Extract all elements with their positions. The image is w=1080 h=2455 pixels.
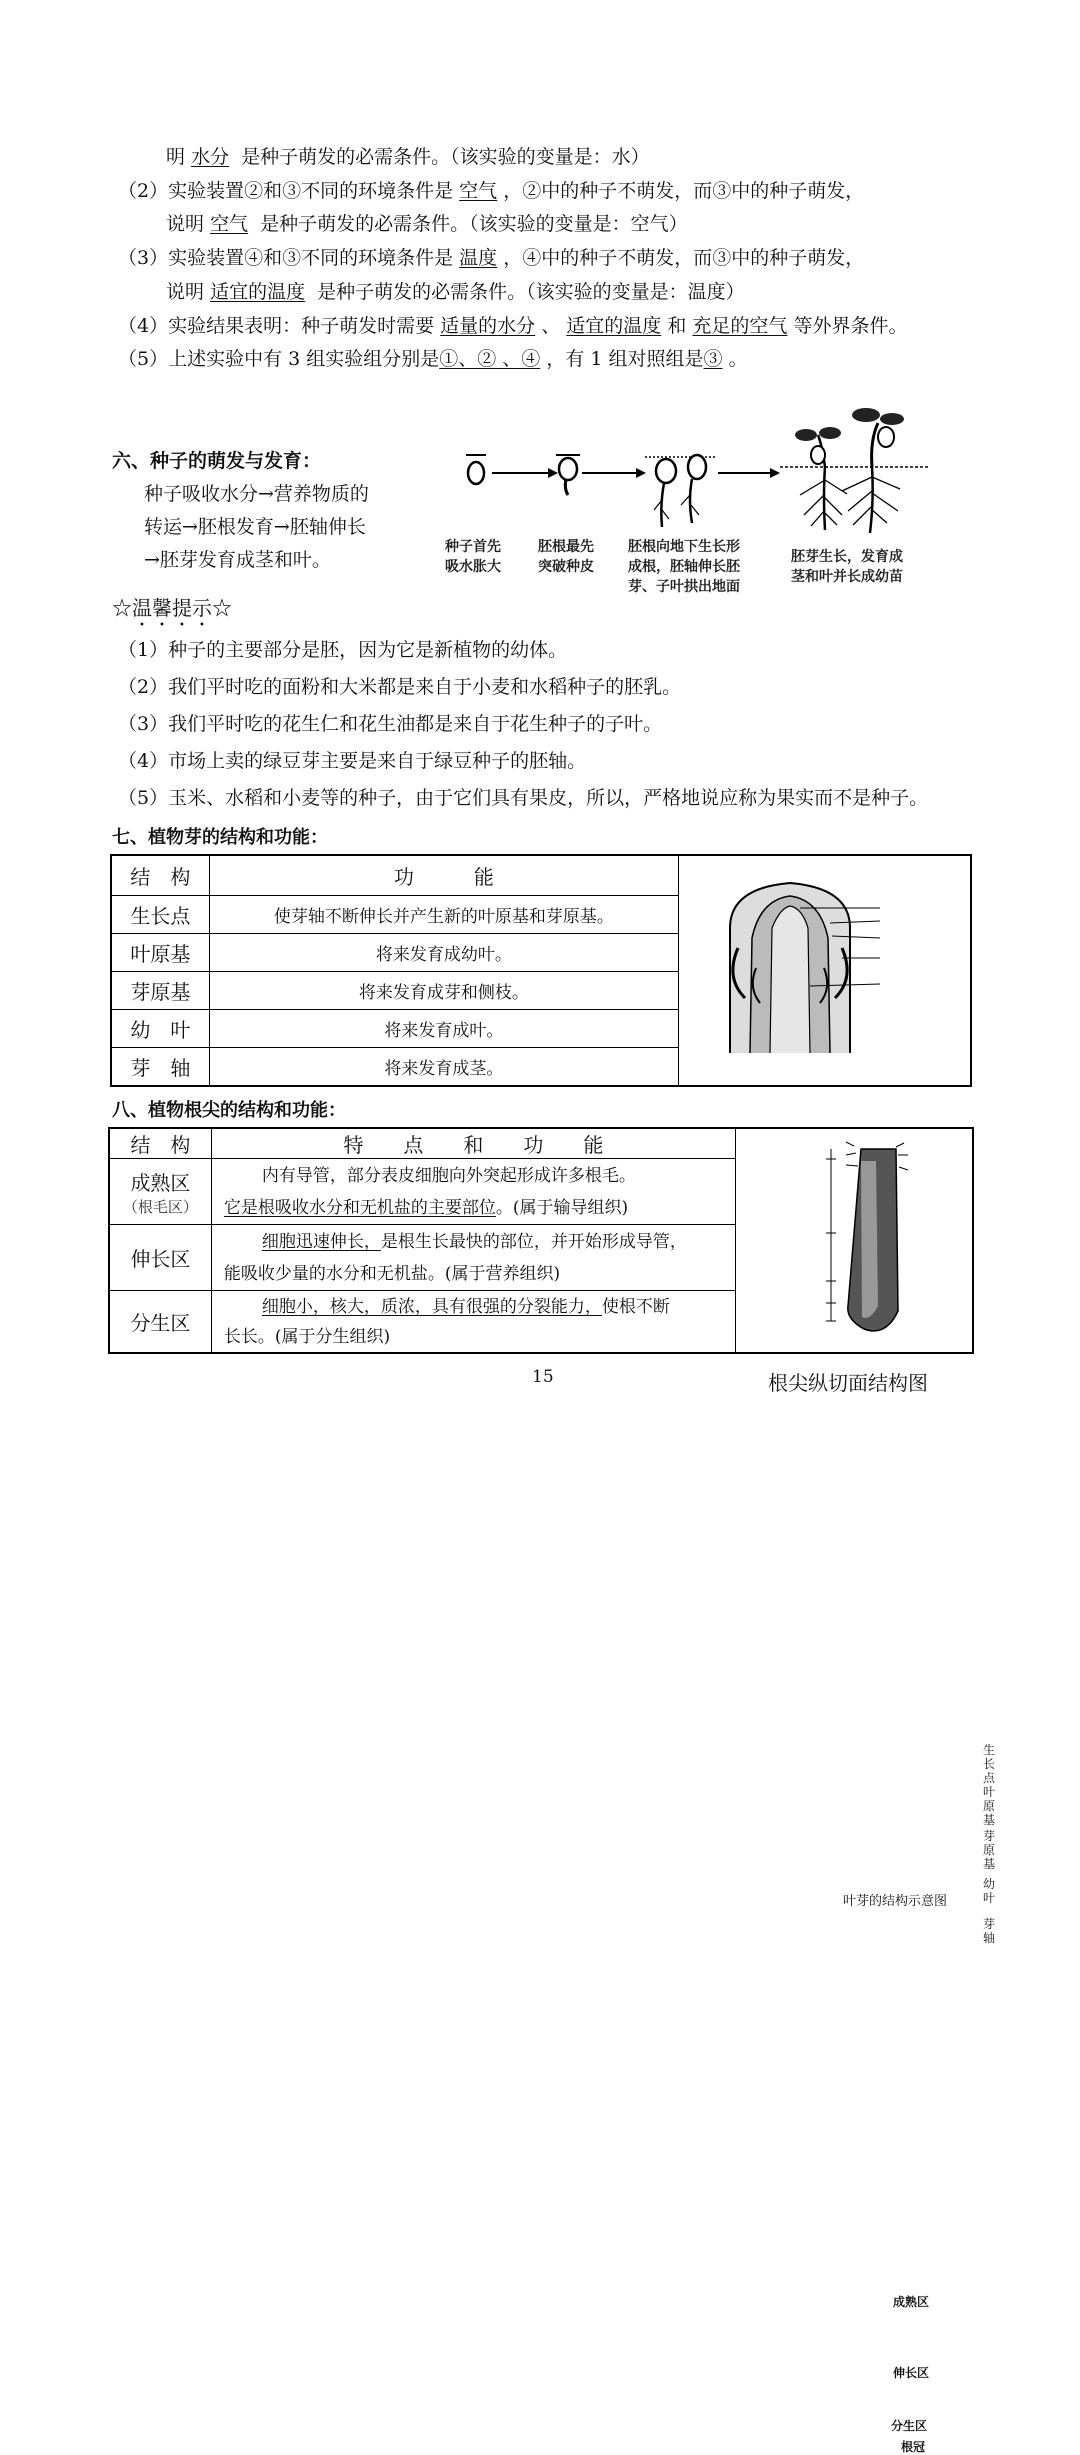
table-header: 特 点 和 功 能	[211, 1128, 735, 1159]
section6-body-3: →胚芽发育成茎和叶。	[144, 549, 331, 571]
tip-item: （1）种子的主要部分是胚，因为它是新植物的幼体。	[118, 639, 568, 661]
table-cell: 细胞小，核大，质浓，具有很强的分裂能力，使根不断 长长。(属于分生组织)	[211, 1291, 735, 1353]
table-cell: 细胞迅速伸长，是根生长最快的部位，并开始形成导管， 能吸收少量的水分和无机盐。(属于营养组织)	[211, 1225, 735, 1291]
seed-stage-2-icon	[556, 455, 580, 495]
section6-body-2: 转运→胚根发育→胚轴伸长	[144, 516, 366, 538]
section8-title: 八、植物根尖的结构和功能：	[112, 1100, 346, 1121]
table-cell: 幼 叶	[111, 1010, 209, 1048]
table-cell: 生长点	[111, 895, 209, 933]
table-cell: 芽 轴	[111, 1048, 209, 1086]
seedling-stage-4-icon	[780, 408, 930, 533]
experiment-line-1: 明 水分 是种子萌发的必需条件。（该实验的变量是：水）	[166, 146, 650, 168]
section6-title: 六、种子的萌发与发育：	[112, 450, 322, 472]
fig-caption-3: 胚根向地下生长形 成根，胚轴伸长胚 芽、子叶拱出地面	[628, 539, 740, 595]
root-label-elongation: 伸长区	[893, 2366, 930, 2380]
bud-caption: 叶芽的结构示意图	[843, 1894, 948, 1909]
experiment-line-4: （3）实验装置④和③不同的环境条件是 温度 ，④中的种子不萌发，而③中的种子萌发，	[118, 247, 865, 269]
fig-caption-4: 胚芽生长，发育成 茎和叶并长成幼苗	[791, 549, 903, 585]
table-cell: 伸长区	[109, 1225, 211, 1291]
table-header: 结 构	[109, 1128, 211, 1159]
root-label-meristem: 分生区	[891, 2419, 928, 2433]
table-header: 功 能	[209, 855, 678, 895]
root-tip-diagram	[736, 1141, 966, 1336]
tip-item: （5）玉米、水稻和小麦等的种子，由于它们具有果皮，所以，严格地说应称为果实而不是种子。	[118, 787, 929, 809]
section7-title: 七、植物芽的结构和功能：	[112, 827, 328, 848]
table-cell: 将来发育成芽和侧枝。	[209, 971, 678, 1009]
table-header: 结 构	[111, 855, 209, 895]
table-cell: 内有导管，部分表皮细胞向外突起形成许多根毛。 它是根吸收水分和无机盐的主要部位。(属于输导组织)	[211, 1159, 735, 1225]
star-icon: ☆	[212, 596, 232, 620]
experiment-line-5: 说明 适宜的温度 是种子萌发的必需条件。（该实验的变量是：温度）	[166, 281, 745, 303]
star-icon: ☆	[112, 596, 132, 620]
germination-figure	[440, 405, 940, 540]
fig-caption-2: 胚根最先 突破种皮	[538, 539, 594, 575]
experiment-line-7: （5）上述实验中有 3 组实验组分别是①、② 、④ ，有 1 组对照组是③ 。	[118, 348, 748, 370]
table-cell: 成熟区 （根毛区）	[109, 1159, 211, 1225]
fig-caption-1: 种子首先 吸水胀大	[445, 539, 501, 575]
table-cell: 叶原基	[111, 933, 209, 971]
seed-stage-1-icon	[466, 455, 486, 484]
table-cell: 将来发育成茎。	[209, 1048, 678, 1086]
seed-stage-3-icon	[645, 455, 715, 527]
table-cell: 将来发育成幼叶。	[209, 933, 678, 971]
section6-body-1: 种子吸收水分→营养物质的	[144, 483, 369, 505]
root-label-mature: 成熟区	[893, 2295, 930, 2309]
table-cell: 使芽轴不断伸长并产生新的叶原基和芽原基。	[209, 895, 678, 933]
page-number: 15	[532, 1367, 554, 1387]
tips-title: ☆温馨提示☆	[112, 596, 232, 620]
tip-item: （2）我们平时吃的面粉和大米都是来自于小麦和水稻种子的胚乳。	[118, 676, 682, 698]
experiment-line-3: 说明 空气 是种子萌发的必需条件。（该实验的变量是：空气）	[166, 213, 688, 235]
table-cell: 将来发育成叶。	[209, 1010, 678, 1048]
leaf-bud-diagram	[690, 868, 960, 1068]
root-label-cap: 根冠	[901, 2440, 926, 2454]
table-cell: 分生区	[109, 1291, 211, 1353]
root-figure-caption: 根尖纵切面结构图	[768, 1371, 928, 1395]
experiment-line-6: （4）实验结果表明：种子萌发时需要 适量的水分 、 适宜的温度 和 充足的空气 等外界条件。	[118, 315, 908, 337]
bud-labels: 生长点 叶原基 芽原基 幼叶 芽轴	[983, 1743, 996, 1945]
experiment-line-2: （2）实验装置②和③不同的环境条件是 空气 ，②中的种子不萌发，而③中的种子萌发，	[118, 180, 865, 202]
tip-item: （3）我们平时吃的花生仁和花生油都是来自于花生种子的子叶。	[118, 713, 663, 735]
tip-item: （4）市场上卖的绿豆芽主要是来自于绿豆种子的胚轴。	[118, 750, 587, 772]
table-cell: 芽原基	[111, 971, 209, 1009]
